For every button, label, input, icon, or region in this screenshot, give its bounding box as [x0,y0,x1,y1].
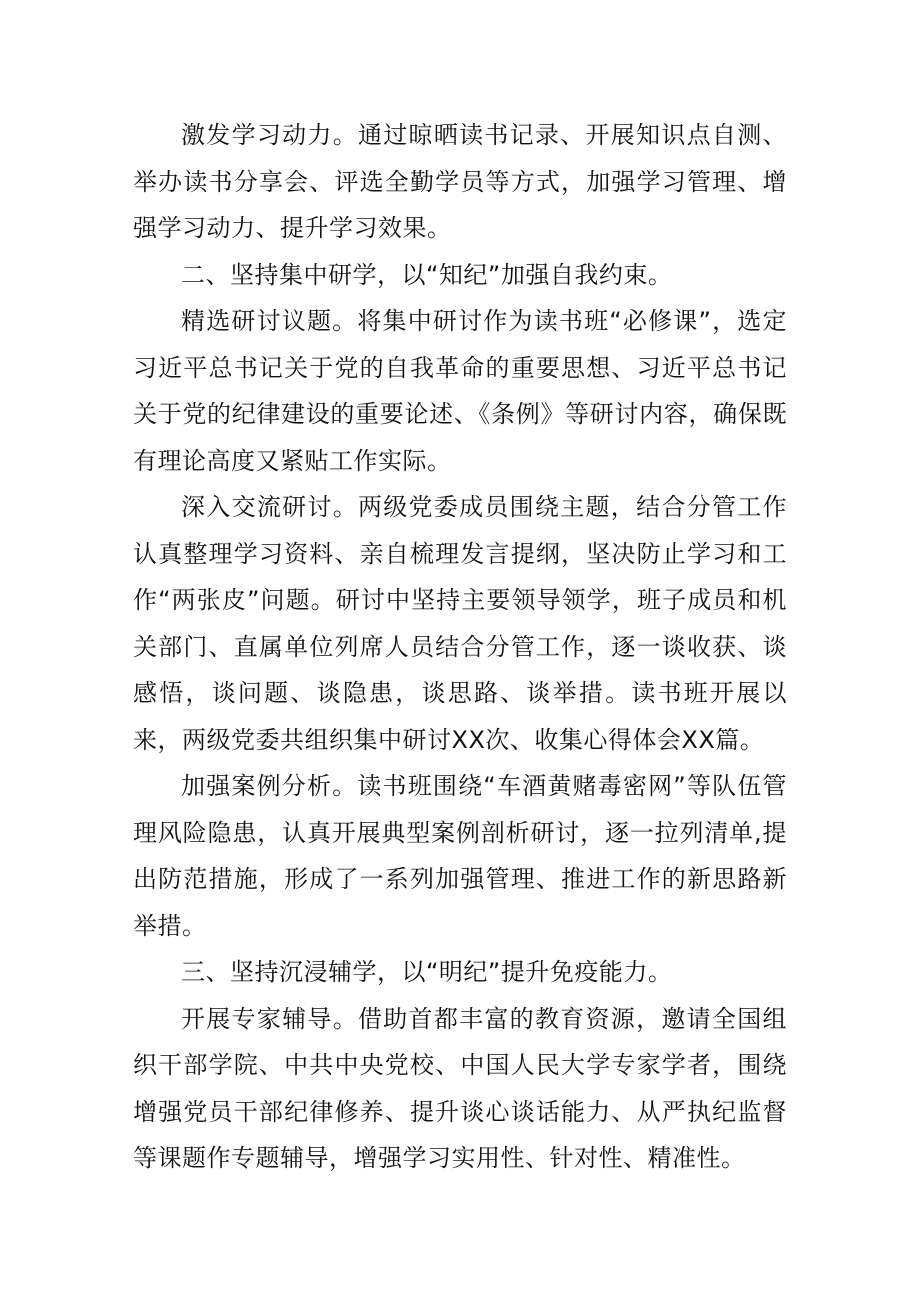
paragraph-study-motivation: 激发学习动力。通过晾晒读书记录、开展知识点自测、举办读书分享会、评选全勤学员等方式，加强学习管理、增强学习动力、提升学习效果。 [133,121,787,242]
paragraph-research-topics: 精选研讨议题。将集中研讨作为读书班“必修课”，选定习近平总书记关于党的自我革命的重要思想、习近平总书记关于党的纪律建设的重要论述、《条例》等研讨内容，确保既有理论高度又紧贴工作实际。 [133,307,787,475]
document-body [133,112,787,1182]
section-heading-2: 二、坚持集中研学，以“知纪”加强自我约束。 [181,260,673,289]
section-heading-3: 三、坚持沉浸辅学，以“明纪”提升免疫能力。 [181,958,673,986]
paragraph-exchange-discussion: 深入交流研讨。两级党委成员围绕主题，结合分管工作认真整理学习资料、亲自梳理发言提纲，坚决防止学习和工作“两张皮”问题。研讨中坚持主要领导领学，班子成员和机关部门、直属单位列席人员结合分管工作，逐一谈收获、谈感悟，谈问题、谈隐患，谈思路、谈举措。读书班开展以来，两级党委共组织集中研讨XX次、收集心得体会XX篇。 [133,493,787,754]
paragraph-expert-guidance: 开展专家辅导。借助首都丰富的教育资源，邀请全国组织干部学院、中共中央党校、中国人民大学专家学者，围绕增强党员干部纪律修养、提升谈心谈话能力、从严执纪监督等课题作专题辅导，增强学习实用性、针对性、精准性。 [133,1004,787,1172]
paragraph-case-analysis: 加强案例分析。读书班围绕“车酒黄赌毒密网”等队伍管理风险隐患，认真开展典型案例剖析研讨，逐一拉列清单,提出防范措施，形成了一系列加强管理、推进工作的新思路新举措。 [133,772,787,940]
